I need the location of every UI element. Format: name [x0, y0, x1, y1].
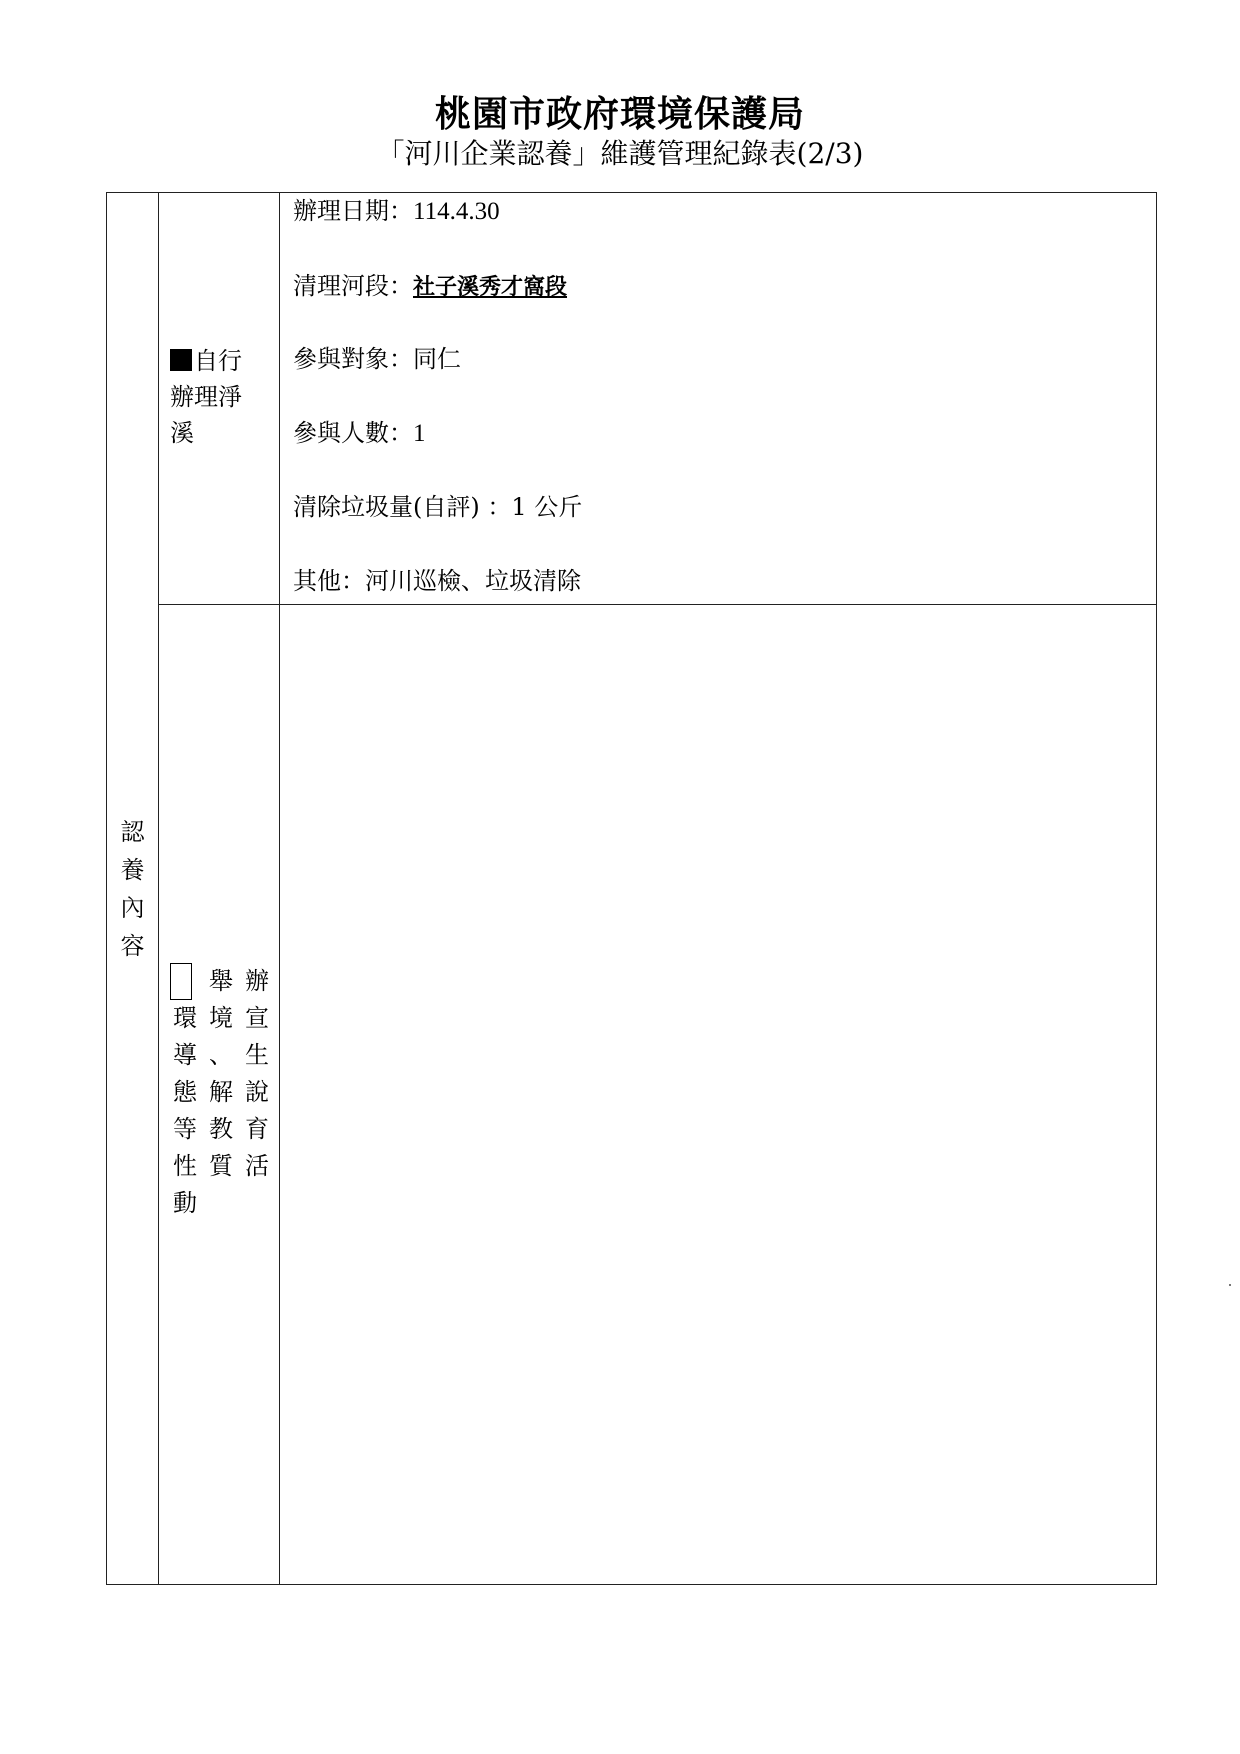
unchecked-checkbox-icon[interactable]: [170, 963, 192, 1000]
date-value: 114.4.30: [413, 198, 500, 225]
form-title: 「河川企業認養」維護管理紀錄表(2/3): [376, 137, 864, 170]
self-cleanup-option[interactable]: [170, 343, 280, 451]
river-section-value: 社子溪秀才窩段: [413, 274, 568, 300]
column-divider-1: [158, 193, 159, 1584]
other-value: 河川巡檢、垃圾清除: [365, 567, 581, 595]
education-label-col3: 辦 宣 生 說 育 活: [245, 967, 269, 1180]
education-activity-content-area: [280, 606, 1156, 1584]
garbage-amount-value: 1 公斤: [511, 493, 583, 521]
participants-field: 參與對象：同仁: [293, 345, 461, 373]
participant-count-value: 1: [413, 420, 426, 447]
adoption-content-label: 認 養 內 容: [120, 818, 145, 960]
org-title: 桃園市政府環境保護局: [434, 93, 805, 135]
education-label-col1: 環 導 態 等 性 動: [170, 963, 200, 1222]
garbage-amount-field: 清除垃圾量(自評) ：1 公斤: [293, 493, 583, 521]
participant-count-field: 參與人數：1: [293, 419, 426, 447]
checked-checkbox-icon[interactable]: [170, 349, 192, 371]
record-table: [106, 192, 1157, 1585]
row-divider: [158, 604, 1156, 605]
education-label-col2: 舉 境 、 解 教 質: [209, 967, 233, 1180]
river-section-field: 清理河段：社子溪秀才窩段: [293, 272, 568, 300]
participants-value: 同仁: [413, 345, 461, 373]
date-field: 辦理日期：114.4.30: [293, 197, 500, 225]
self-cleanup-label-line2: 辦理淨: [170, 383, 242, 411]
scan-speck: [1229, 1284, 1231, 1286]
other-field: 其他：河川巡檢、垃圾清除: [293, 567, 581, 595]
self-cleanup-label-line3: 溪: [170, 419, 194, 447]
self-cleanup-label-line1: 自行: [194, 347, 242, 375]
